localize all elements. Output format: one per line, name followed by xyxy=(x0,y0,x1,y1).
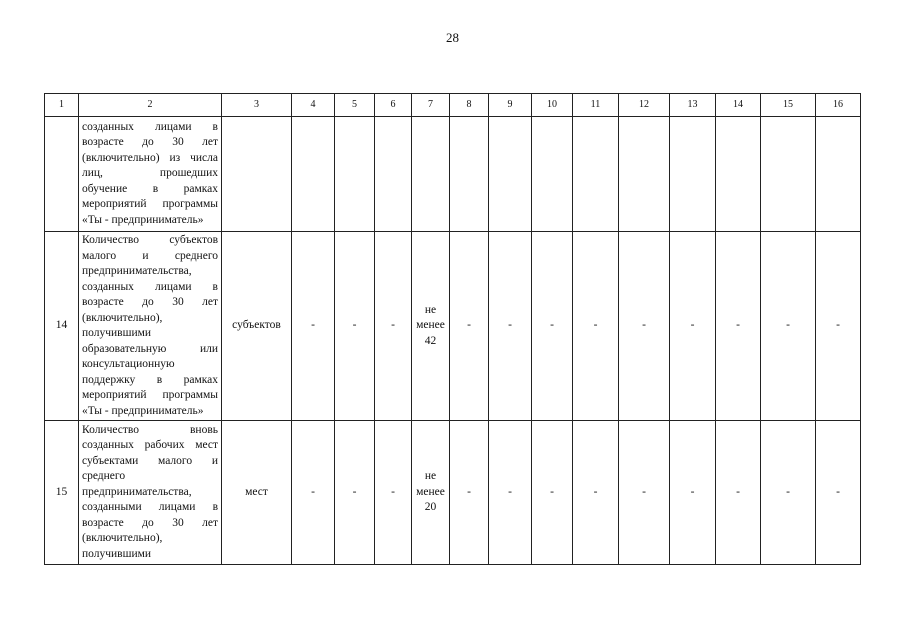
description-line: малого и среднего xyxy=(82,249,218,262)
value-cell: - xyxy=(573,232,619,421)
row-number: 14 xyxy=(45,232,79,421)
value-cell xyxy=(670,117,716,232)
value-cell xyxy=(335,117,375,232)
description-line: лиц, прошедших xyxy=(82,167,218,180)
description-line: созданных лицами в xyxy=(82,280,218,293)
value-cell: - xyxy=(716,421,761,565)
value-cell: - xyxy=(761,421,816,565)
header-cell: 3 xyxy=(222,94,292,117)
value-cell: - xyxy=(450,232,489,421)
description-line: получившими xyxy=(82,327,152,339)
indicator-table xyxy=(44,93,861,565)
value-cell: - xyxy=(375,421,412,565)
header-cell: 6 xyxy=(375,94,412,117)
header-cell: 2 xyxy=(79,94,222,117)
value-cell xyxy=(716,117,761,232)
description-line: Количество субъектов xyxy=(82,234,218,246)
description-line: возрасте до 30 лет xyxy=(82,516,218,529)
description-line: созданных рабочих мест xyxy=(82,439,218,452)
description-line: обучение в рамках xyxy=(82,182,218,195)
table-row xyxy=(45,421,861,565)
value-cell: - xyxy=(573,421,619,565)
header-cell: 13 xyxy=(670,94,716,117)
value-cell xyxy=(816,117,861,232)
value-cell: - xyxy=(716,232,761,421)
description-line: Количество вновь xyxy=(82,423,218,436)
description-line: «Ты - предприниматель» xyxy=(82,404,204,417)
header-cell: 12 xyxy=(619,94,670,117)
value-cell: - xyxy=(489,232,532,421)
description-line: созданных лицами в xyxy=(82,120,218,133)
table-row xyxy=(45,232,861,421)
indicator-description xyxy=(79,421,222,565)
description-line: созданными лицами в xyxy=(82,501,218,514)
header-cell: 14 xyxy=(716,94,761,117)
description-line: среднего xyxy=(82,470,126,483)
description-line: (включительно), xyxy=(82,311,163,324)
unit-cell xyxy=(222,117,292,232)
description-line: «Ты - предприниматель» xyxy=(82,213,204,226)
value-cell xyxy=(619,117,670,232)
value-cell: - xyxy=(489,421,532,565)
value-cell: - xyxy=(375,232,412,421)
header-cell: 8 xyxy=(450,94,489,117)
description-line: образовательную или xyxy=(82,342,218,355)
indicator-description xyxy=(79,117,222,232)
value-cell: - xyxy=(335,421,375,565)
value-cell xyxy=(412,117,450,232)
header-cell: 9 xyxy=(489,94,532,117)
value-cell xyxy=(573,117,619,232)
value-cell xyxy=(375,117,412,232)
value-cell: - xyxy=(670,232,716,421)
description-line: (включительно) из числа xyxy=(82,151,218,164)
header-cell: 7 xyxy=(412,94,450,117)
value-cell: - xyxy=(816,421,861,565)
description-line: предпринимательства, xyxy=(82,265,192,277)
description-line: предпринимательства, xyxy=(82,485,192,498)
value-cell: - xyxy=(816,232,861,421)
description-line: мероприятий программы xyxy=(82,389,218,401)
header-cell: 4 xyxy=(292,94,335,117)
description-line: возрасте до 30 лет xyxy=(82,136,218,149)
description-line: субъектами малого и xyxy=(82,454,218,467)
description-line: мероприятий программы xyxy=(82,198,218,211)
unit-cell: субъектов xyxy=(222,232,292,421)
value-cell: - xyxy=(335,232,375,421)
value-cell xyxy=(532,117,573,232)
header-cell: 16 xyxy=(816,94,861,117)
row-number xyxy=(45,117,79,232)
description-line: (включительно), xyxy=(82,532,163,545)
table-row xyxy=(45,117,861,232)
value-cell: не менее 42 xyxy=(412,232,450,421)
header-row xyxy=(45,94,861,117)
description-line: возрасте до 30 лет xyxy=(82,296,218,308)
value-cell: - xyxy=(619,421,670,565)
header-cell: 1 xyxy=(45,94,79,117)
description-line: консультационную xyxy=(82,358,175,370)
value-cell: - xyxy=(292,232,335,421)
description-line: получившими xyxy=(82,547,152,560)
value-cell xyxy=(489,117,532,232)
value-cell xyxy=(450,117,489,232)
value-cell xyxy=(292,117,335,232)
value-cell: - xyxy=(761,232,816,421)
row-number: 15 xyxy=(45,421,79,565)
value-cell: - xyxy=(619,232,670,421)
value-cell: - xyxy=(450,421,489,565)
value-cell: - xyxy=(532,232,573,421)
value-cell: - xyxy=(292,421,335,565)
description-line: поддержку в рамках xyxy=(82,373,218,386)
header-cell: 5 xyxy=(335,94,375,117)
indicator-description xyxy=(79,232,222,421)
value-cell: не менее 20 xyxy=(412,421,450,565)
header-cell: 11 xyxy=(573,94,619,117)
value-cell: - xyxy=(532,421,573,565)
value-cell: - xyxy=(670,421,716,565)
header-cell: 10 xyxy=(532,94,573,117)
page-number: 28 xyxy=(446,30,459,45)
unit-cell: мест xyxy=(222,421,292,565)
value-cell xyxy=(761,117,816,232)
header-cell: 15 xyxy=(761,94,816,117)
